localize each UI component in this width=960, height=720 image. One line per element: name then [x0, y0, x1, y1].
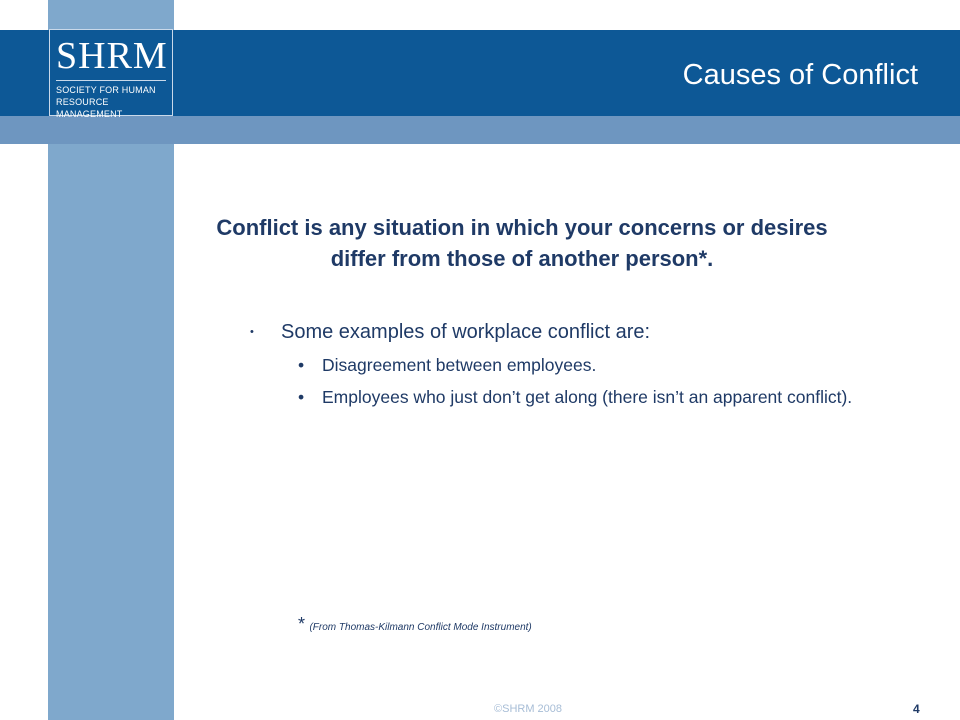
- logo-divider: [56, 80, 166, 81]
- sub-bullet-text: Employees who just don’t get along (there isn’t an apparent conflict).: [322, 387, 853, 407]
- list-item: [298, 384, 898, 410]
- logo-tagline-line2: RESOURCE MANAGEMENT: [56, 97, 123, 119]
- main-bullet-text: Some examples of workplace conflict are:: [281, 321, 651, 343]
- logo-tagline: [56, 84, 172, 120]
- slide-title: Causes of Conflict: [682, 59, 918, 91]
- header-sub-band: [0, 116, 960, 144]
- conflict-definition: Conflict is any situation in which your concerns or desires differ from those of another person*.: [216, 215, 828, 271]
- shrm-logo: [49, 29, 173, 119]
- footnote-mark: *: [298, 614, 306, 634]
- bullet-marker: •: [250, 326, 254, 338]
- sub-bullet-text: Disagreement between employees.: [322, 355, 597, 375]
- sub-bullet-list: [298, 352, 898, 416]
- page-number: 4: [913, 702, 920, 716]
- footnote-source: (From Thomas-Kilmann Conflict Mode Instrument): [309, 622, 532, 633]
- bullet-marker: •: [298, 355, 305, 375]
- logo-tagline-line1: SOCIETY FOR HUMAN: [56, 85, 156, 95]
- bullet-marker: •: [298, 387, 305, 407]
- list-item: [298, 352, 898, 378]
- logo-wordmark: SHRM: [56, 35, 168, 77]
- copyright-notice: ©SHRM 2008: [494, 703, 563, 715]
- footnote: [298, 614, 532, 635]
- trademark-symbol: ™: [127, 30, 134, 37]
